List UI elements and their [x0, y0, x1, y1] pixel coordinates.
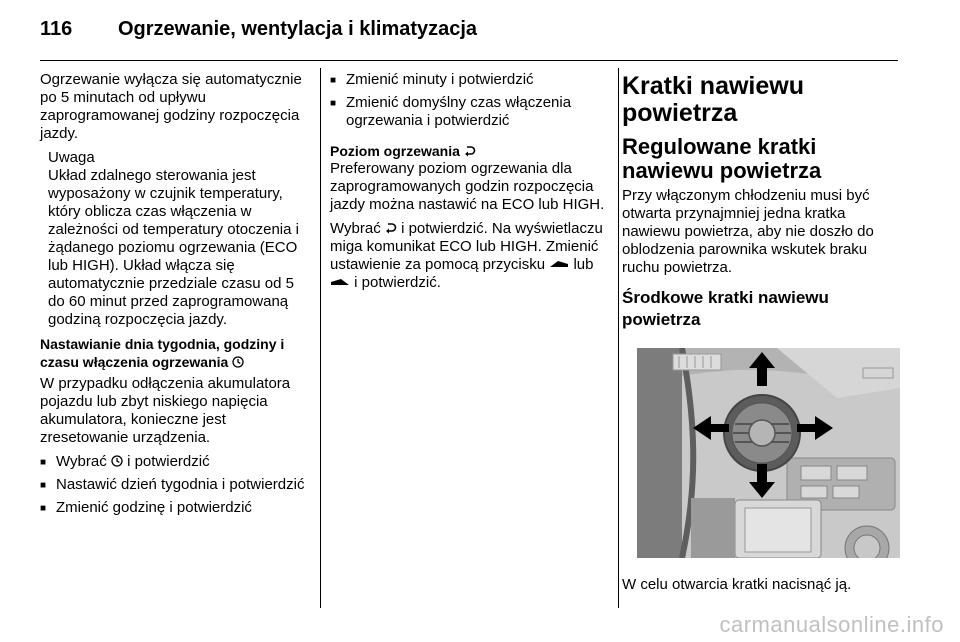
subsection-title-center-vents: Środkowe kratki nawiewu powietrza: [622, 288, 829, 329]
heading-text: Poziom ogrzewania: [330, 143, 460, 159]
note-text: Układ zdalnego sterowania jest wyposażony w czujnik temperatury, który oblicza czas włączenia w zależności od temperatury otoczenia i żądanego poziomu ogrzewania (ECO lub HIGH). Układ włącza się automatycznie przedziale czasu od 5 do 60 minut przed zaprogramowaną godziną rozpoczęcia jazdy.: [48, 167, 299, 328]
column-divider-2: [618, 68, 619, 608]
page-number: 116: [40, 18, 73, 40]
text-fragment: i potwierdzić.: [354, 274, 441, 291]
return-arrow-icon: [464, 145, 476, 157]
note-block: [48, 149, 312, 329]
note-title: Uwaga: [48, 149, 95, 166]
column-right: [622, 71, 904, 339]
heading-text: Nastawianie dnia tygodnia, godziny i czasu włączenia ogrzewania: [40, 336, 285, 370]
text-fragment: i potwierdzić. Na wyświetlaczu miga komunikat ECO lub HIGH. Zmienić ustawienie za pomocą przycisku: [330, 220, 603, 273]
section-heading-clock: [40, 335, 312, 371]
column-divider-1: [320, 68, 321, 608]
bullet-text: i potwierdzić: [127, 453, 210, 470]
clock-icon: [232, 356, 244, 368]
text-fragment: lub: [573, 256, 594, 273]
chapter-title: Ogrzewanie, wentylacja i klimatyzacja: [118, 18, 478, 40]
list-item: [40, 453, 312, 471]
bullet-list-middle: [330, 71, 608, 130]
page-header: [40, 18, 477, 41]
paragraph-auto-off: Ogrzewanie wyłącza się automatycznie po 5 minutach od upływu zaprogramowanej godziny rozpoczęcia jazdy.: [40, 71, 302, 142]
paragraph-reset: W przypadku odłączenia akumulatora pojazdu lub zbyt niskiego napięcia akumulatora, konieczne jest zresetowanie urządzenia.: [40, 375, 291, 446]
paragraph-preferred-level: Preferowany poziom ogrzewania dla zaprogramowanych godzin rozpoczęcia jazdy można nastawić na ECO lub HIGH.: [330, 160, 605, 213]
list-item: ■ Nastawić dzień tygodnia i potwierdzić: [40, 476, 312, 494]
clock-icon: [111, 455, 123, 467]
watermark: carmanualsonline.info: [719, 612, 944, 637]
rocker-right-icon: [330, 277, 350, 287]
paragraph-vent-open: Przy włączonym chłodzeniu musi być otwarta przynajmniej jedna kratka nawiewu powietrza, aby nie doszło do oblodzenia parownika wskutek braku ruchu powietrza.: [622, 187, 874, 276]
figure-caption: W celu otwarcia kratki nacisnąć ją.: [622, 576, 852, 593]
bullet-text: Wybrać: [56, 453, 107, 470]
header-rule: [40, 60, 898, 61]
rocker-left-icon: [549, 259, 569, 269]
text-fragment: Wybrać: [330, 220, 381, 237]
paragraph-select-level: [330, 220, 608, 292]
list-item: ■ Zmienić domyślny czas włączenia ogrzewania i potwierdzić: [330, 94, 608, 130]
list-item: ■ Zmienić minuty i potwierdzić: [330, 71, 608, 89]
subsection-title-adjustable-vents: Regulowane kratki nawiewu powietrza: [622, 134, 822, 183]
section-heading-heat-level: [330, 142, 608, 160]
column-middle: [330, 71, 608, 298]
center-vent-illustration: [637, 348, 900, 558]
list-item: ■ Zmienić godzinę i potwierdzić: [40, 499, 312, 517]
return-arrow-icon: [385, 222, 397, 234]
column-left: [40, 71, 312, 522]
section-title-vents: Kratki nawiewu powietrza: [622, 72, 804, 127]
bullet-list-left: [40, 453, 312, 517]
